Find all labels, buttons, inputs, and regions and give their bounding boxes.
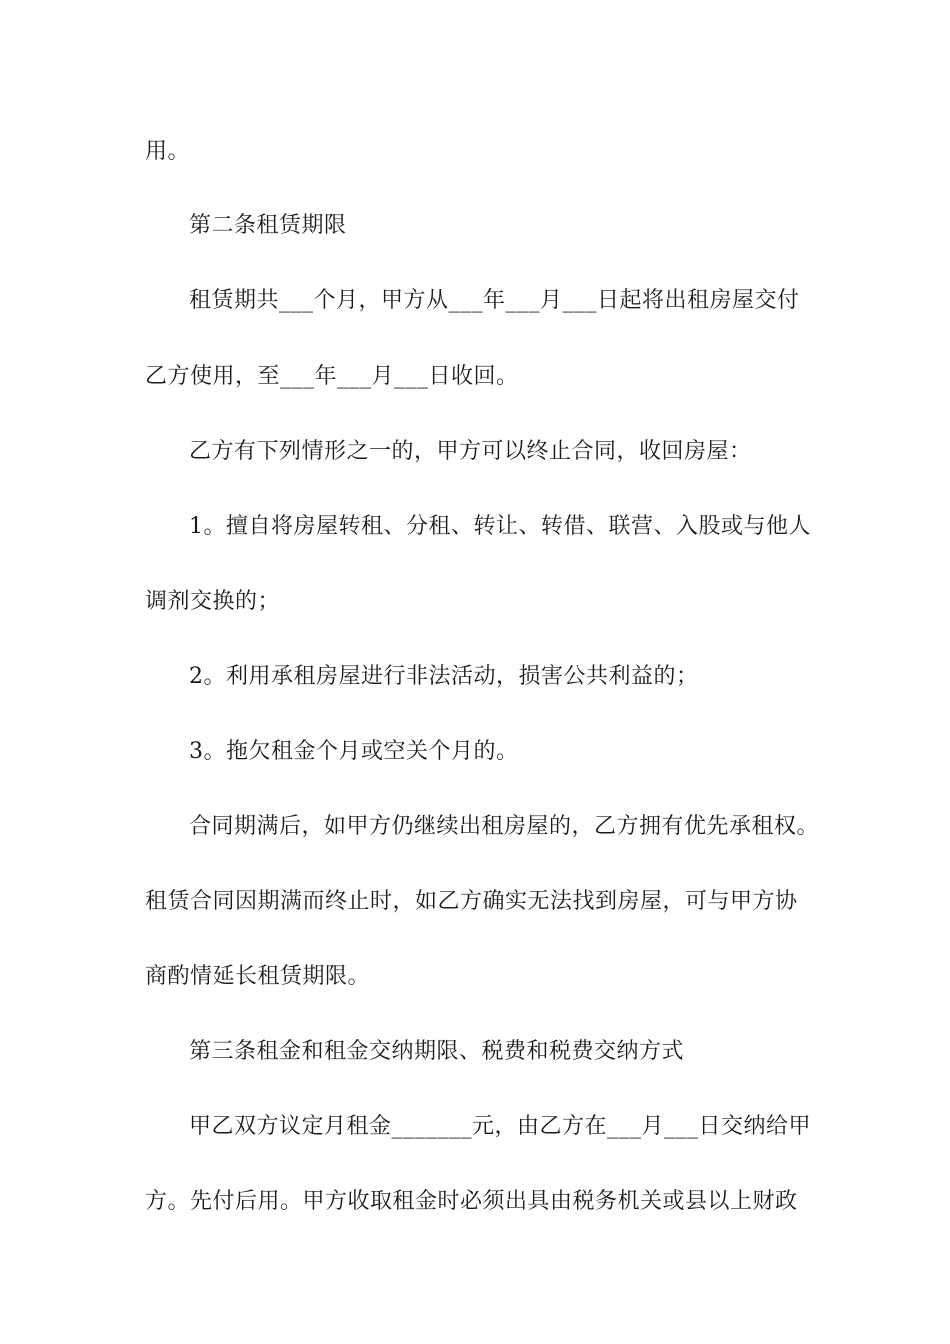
list-item: 3。拖欠租金个月或空关个月的。 [189,739,519,764]
text-line: 租赁合同因期满而终止时，如乙方确实无法找到房屋，可与甲方协 [145,889,798,914]
text-line: 甲乙双方议定月租金_______元，由乙方在___月___日交纳给甲 [189,1114,812,1139]
text-line: 合同期满后，如甲方仍继续出租房屋的，乙方拥有优先承租权。 [189,814,820,839]
text-line: 乙方有下列情形之一的，甲方可以终止合同，收回房屋： [189,439,752,464]
text-line: 乙方使用，至___年___月___日收回。 [145,364,519,389]
section-heading: 第三条租金和租金交纳期限、税费和税费交纳方式 [189,1039,685,1064]
text-line: 租赁期共___个月，甲方从___年___月___日起将出租房屋交付 [189,288,800,313]
text-line: 方。先付后用。甲方收取租金时必须出具由税务机关或县以上财政 [145,1189,798,1214]
section-heading: 第二条租赁期限 [189,213,347,238]
list-item: 1。擅自将房屋转租、分租、转让、转借、联营、入股或与他人 [189,514,811,539]
text-line: 商酌情延长租赁期限。 [145,964,371,989]
text-line: 调剂交换的； [145,589,281,614]
text-line: 用。 [145,139,191,164]
list-item: 2。利用承租房屋进行非法活动，损害公共利益的； [189,664,699,689]
